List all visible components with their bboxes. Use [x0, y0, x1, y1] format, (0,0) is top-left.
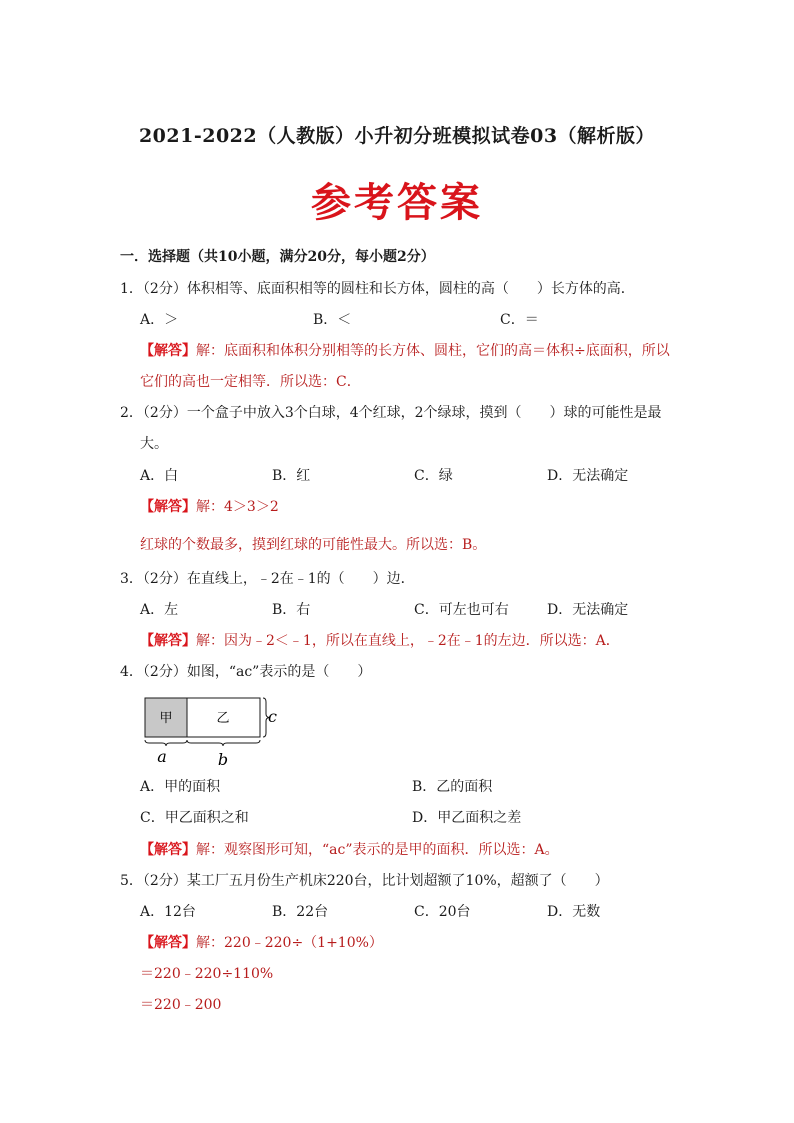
question-4-option-c: C．甲乙面积之和 [140, 810, 249, 826]
question-2-option-c: C．绿 [414, 468, 453, 484]
answer-text: 解：底面积和体积分别相等的长方体、圆柱，它们的高＝体积÷底面积，所以 [196, 343, 670, 359]
document-title: 2021-2022（人教版）小升初分班模拟试卷03（解析版） [138, 125, 656, 147]
answer-tag: 【解答】 [140, 343, 196, 359]
question-4-option-b: B．乙的面积 [412, 779, 493, 795]
question-1-option-a: A．＞ [140, 312, 179, 328]
question-3-option-a: A．左 [140, 602, 179, 618]
question-5-stem: 5．（2分）某工厂五月份生产机床220台，比计划超额了10%，超额了（ ） [120, 873, 609, 889]
question-1-answer-cont: 它们的高也一定相等．所以选：C． [140, 374, 361, 390]
question-1-stem: 1．（2分）体积相等、底面积相等的圆柱和长方体，圆柱的高（ ）长方体的高． [120, 281, 635, 297]
label-c: c [268, 707, 277, 726]
question-5-option-d: D．无数 [547, 904, 601, 920]
question-4-option-d: D．甲乙面积之差 [412, 810, 522, 826]
answer-text: 解：因为﹣2＜﹣1，所以在直线上，﹣2在﹣1的左边．所以选：A． [196, 633, 620, 649]
question-5-option-c: C．20台 [414, 904, 471, 920]
question-4-answer [140, 840, 559, 860]
answer-tag: 【解答】 [140, 842, 196, 858]
answer-tag: 【解答】 [140, 935, 196, 951]
question-5-answer-step-3: ＝220﹣200 [140, 997, 222, 1013]
question-3-option-b: B．右 [272, 602, 311, 618]
question-4-option-a: A．甲的面积 [140, 779, 221, 795]
question-3-answer [140, 631, 620, 651]
figure-svg [140, 697, 280, 769]
question-5-option-a: A．12台 [140, 904, 196, 920]
label-a: a [157, 747, 167, 766]
question-2-option-b: B．红 [272, 468, 311, 484]
rectangle-figure [140, 697, 280, 769]
question-1-option-c: C．＝ [500, 312, 539, 328]
question-2-stem-cont: 大。 [140, 436, 168, 452]
question-2-option-d: D．无法确定 [547, 468, 629, 484]
brace-a [145, 740, 187, 746]
question-4-stem: 4．（2分）如图，“ac”表示的是（ ） [120, 664, 372, 680]
question-1-answer [140, 341, 670, 361]
question-3-option-c: C．可左也可右 [414, 602, 509, 618]
answer-tag: 【解答】 [140, 499, 196, 515]
answer-text: 解：220﹣220÷（1+10%） [196, 935, 383, 951]
answer-text: 解：观察图形可知，“ac”表示的是甲的面积．所以选：A。 [196, 842, 559, 858]
question-3-stem: 3．（2分）在直线上，﹣2在﹣1的（ ）边． [120, 571, 415, 587]
cell-jia-label: 甲 [159, 711, 173, 726]
answer-text: 解：4＞3＞2 [196, 499, 279, 515]
question-5-answer-step-2: ＝220﹣220÷110% [140, 966, 274, 982]
question-2-answer [140, 497, 279, 517]
brace-b [187, 740, 260, 746]
question-2-option-a: A．白 [140, 468, 179, 484]
question-5-answer [140, 933, 383, 953]
question-2-answer-cont: 红球的个数最多，摸到红球的可能性最大。所以选：B。 [140, 537, 487, 553]
cell-yi-label: 乙 [216, 711, 230, 726]
answer-key-heading: 参考答案 [311, 180, 483, 226]
question-5-option-b: B．22台 [272, 904, 329, 920]
question-2-stem: 2．（2分）一个盒子中放入3个白球，4个红球，2个绿球，摸到（ ）球的可能性是最 [120, 405, 662, 421]
question-1-option-b: B．＜ [313, 312, 352, 328]
answer-tag: 【解答】 [140, 633, 196, 649]
section-heading: 一．选择题（共10小题，满分20分，每小题2分） [120, 249, 435, 265]
question-3-option-d: D．无法确定 [547, 602, 629, 618]
label-b: b [217, 750, 229, 769]
